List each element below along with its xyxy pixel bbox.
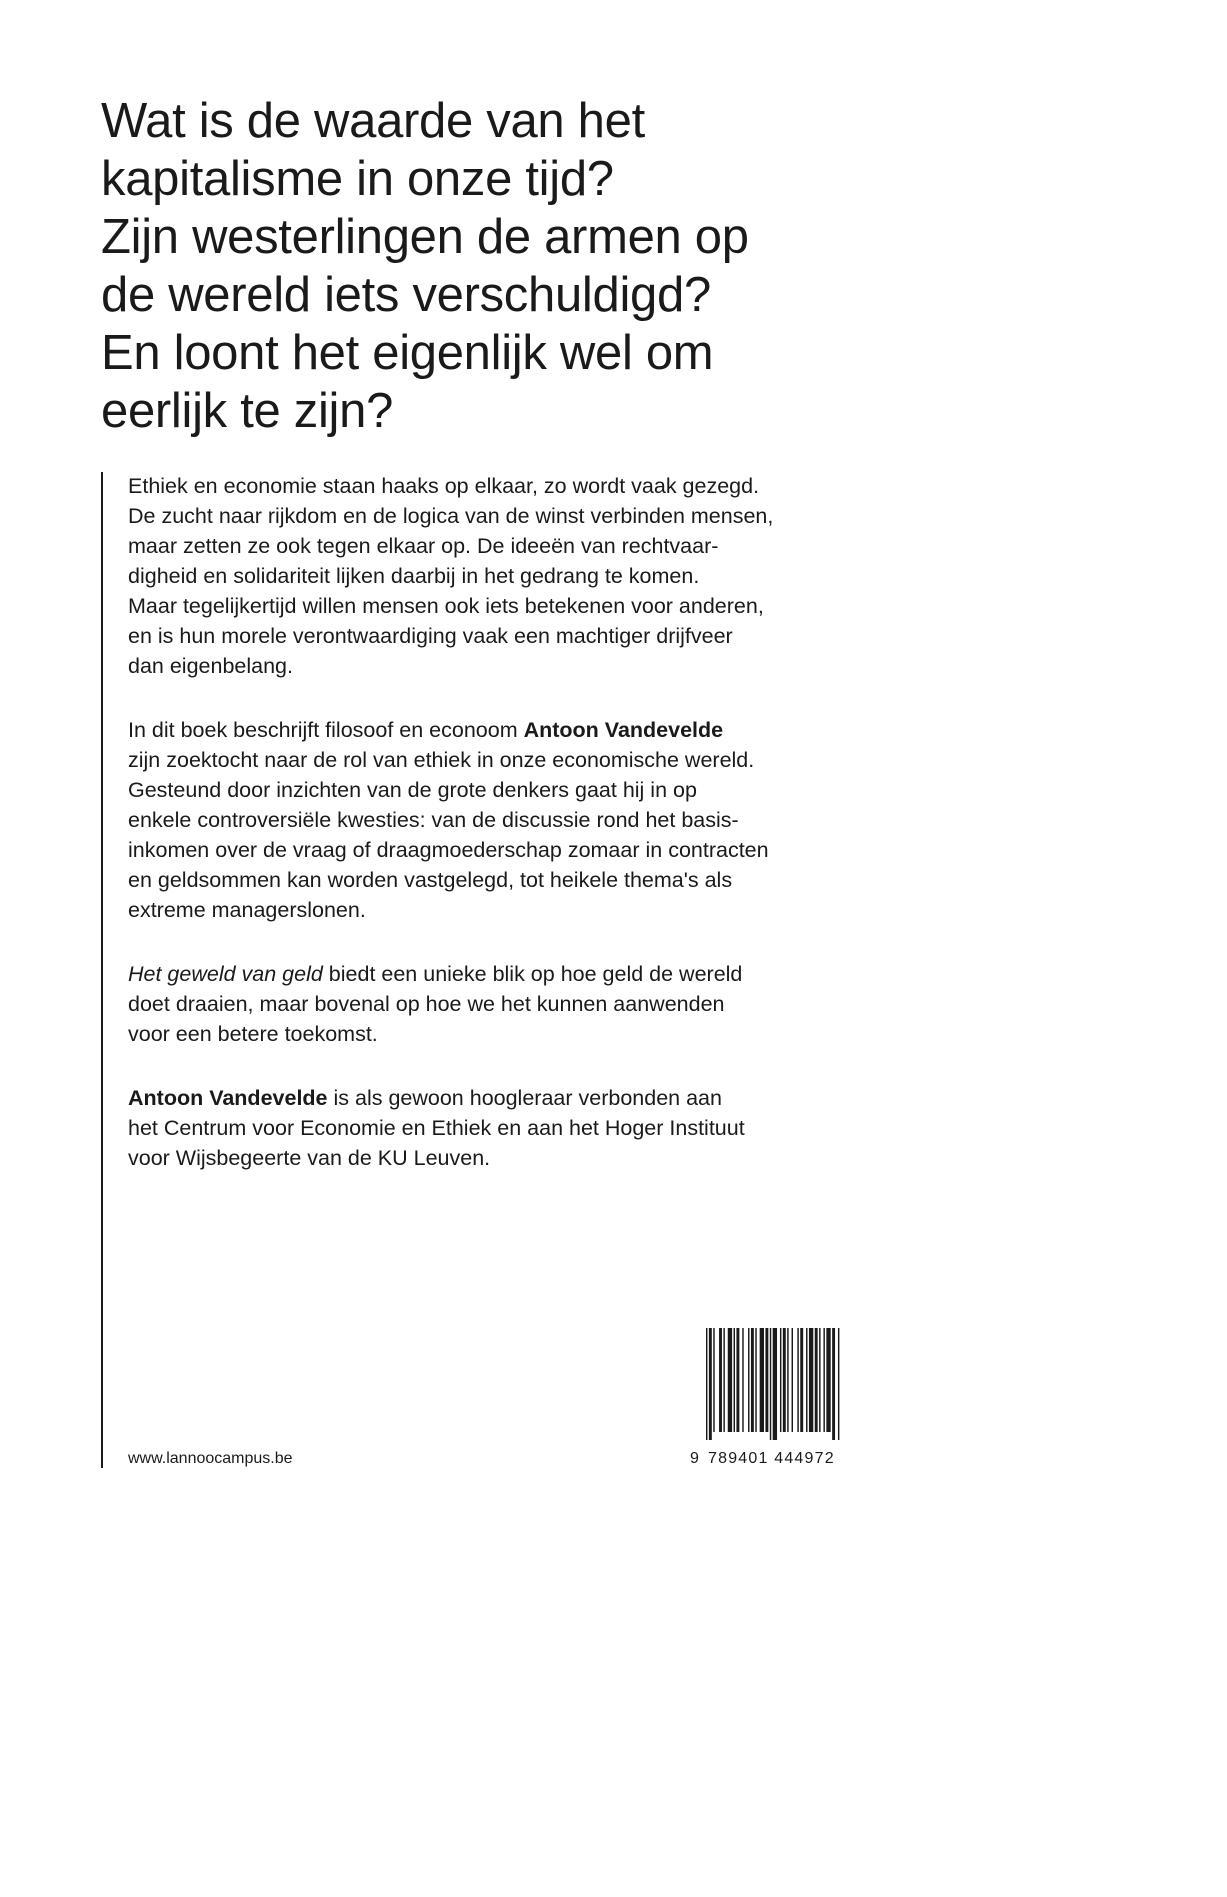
text-line: voor een betere toekomst. xyxy=(128,1022,378,1046)
isbn-digits: 789401 444972 xyxy=(708,1450,835,1467)
vertical-rule xyxy=(101,472,103,1468)
paragraph-title xyxy=(128,959,988,1049)
book-title: Het geweld van geld xyxy=(128,962,323,986)
paragraph-book xyxy=(128,715,988,925)
barcode-bar xyxy=(709,1328,712,1440)
text-line: De zucht naar rijkdom en de logica van de winst verbinden mensen, xyxy=(128,504,774,528)
text-fragment: In dit boek beschrijft filosoof en econoom xyxy=(128,718,524,742)
headline-line: Wat is de waarde van het xyxy=(101,94,645,148)
barcode-bar xyxy=(838,1328,839,1440)
barcode-bar xyxy=(723,1328,724,1432)
text-fragment: biedt een unieke blik op hoe geld de wereld xyxy=(322,962,743,986)
headline-line: de wereld iets verschuldigd? xyxy=(101,268,711,322)
text-line: Ethiek en economie staan haaks op elkaar, zo wordt vaak gezegd. xyxy=(128,474,760,498)
paragraph-intro xyxy=(128,471,988,681)
barcode xyxy=(706,1328,876,1440)
barcode-bar xyxy=(751,1328,754,1432)
text-line: het Centrum voor Economie en Ethiek en aan het Hoger Instituut xyxy=(128,1116,745,1140)
headline-line: En loont het eigenlijk wel om xyxy=(101,326,714,380)
barcode-bar xyxy=(800,1328,803,1432)
author-name: Antoon Vandevelde xyxy=(128,1086,328,1110)
headline xyxy=(101,92,981,440)
headline-line: kapitalisme in onze tijd? xyxy=(101,152,614,206)
text-line: extreme managerslonen. xyxy=(128,898,366,922)
isbn-number xyxy=(690,1449,880,1469)
barcode-bar xyxy=(780,1328,781,1432)
isbn-lead-digit: 9 xyxy=(690,1450,701,1467)
barcode-bar xyxy=(706,1328,707,1440)
barcode-bar xyxy=(787,1328,788,1432)
text-line: en geldsommen kan worden vastgelegd, tot heikele thema's als xyxy=(128,868,733,892)
text-fragment: is als gewoon hoogleraar verbonden aan xyxy=(327,1086,722,1110)
barcode-bar xyxy=(815,1328,818,1432)
barcode-bar xyxy=(748,1328,749,1432)
headline-line: eerlijk te zijn? xyxy=(101,384,394,438)
text-line: maar zetten ze ook tegen elkaar op. De ideeën van rechtvaar- xyxy=(128,534,719,558)
paragraph-author-bio xyxy=(128,1083,988,1173)
barcode-bar xyxy=(736,1328,739,1432)
text-line: en is hun morele verontwaardiging vaak een machtiger drijfveer xyxy=(128,624,733,648)
text-line xyxy=(128,715,988,745)
author-name: Antoon Vandevelde xyxy=(523,718,724,742)
barcode-bar xyxy=(832,1328,835,1440)
barcode-bar xyxy=(783,1328,786,1432)
barcode-bar xyxy=(742,1328,743,1432)
text-line: Maar tegelijkertijd willen mensen ook iets betekenen voor anderen, xyxy=(128,594,764,618)
barcode-bar xyxy=(719,1328,722,1432)
text-line: digheid en solidariteit lijken daarbij in het gedrang te komen. xyxy=(128,564,700,588)
barcode-bar xyxy=(765,1328,768,1432)
barcode-bar xyxy=(773,1328,777,1440)
barcode-bar xyxy=(713,1328,714,1432)
text-line: enkele controversiële kwesties: van de discussie rond het basis- xyxy=(128,808,739,832)
barcode-bar xyxy=(760,1328,764,1432)
text-line: voor Wijsbegeerte van de KU Leuven. xyxy=(128,1146,491,1170)
text-line: zijn zoektocht naar de rol van ethiek in onze economische wereld. xyxy=(128,748,755,772)
barcode-bar xyxy=(734,1328,735,1432)
headline-line: Zijn westerlingen de armen op xyxy=(101,210,749,264)
barcode-bar xyxy=(819,1328,820,1432)
text-line: dan eigenbelang. xyxy=(128,654,293,678)
text-line: doet draaien, maar bovenal op hoe we het kunnen aanwenden xyxy=(128,992,725,1016)
barcode-bar xyxy=(755,1328,756,1432)
barcode-bar xyxy=(770,1328,771,1440)
barcode-bar xyxy=(792,1328,793,1432)
text-line: inkomen over de vraag of draagmoederschap zomaar in contracten xyxy=(128,838,769,862)
text-line xyxy=(128,1083,988,1113)
barcode-bar xyxy=(797,1328,798,1432)
barcode-bar xyxy=(823,1328,824,1432)
barcode-bar xyxy=(826,1328,830,1432)
publisher-website: www.lannoocampus.be xyxy=(128,1450,293,1467)
text-line xyxy=(128,959,988,989)
barcode-bar xyxy=(806,1328,807,1432)
barcode-bar xyxy=(809,1328,813,1432)
barcode-bar xyxy=(728,1328,732,1432)
text-line: Gesteund door inzichten van de grote denkers gaat hij in op xyxy=(128,778,697,802)
blurb xyxy=(128,471,988,1207)
